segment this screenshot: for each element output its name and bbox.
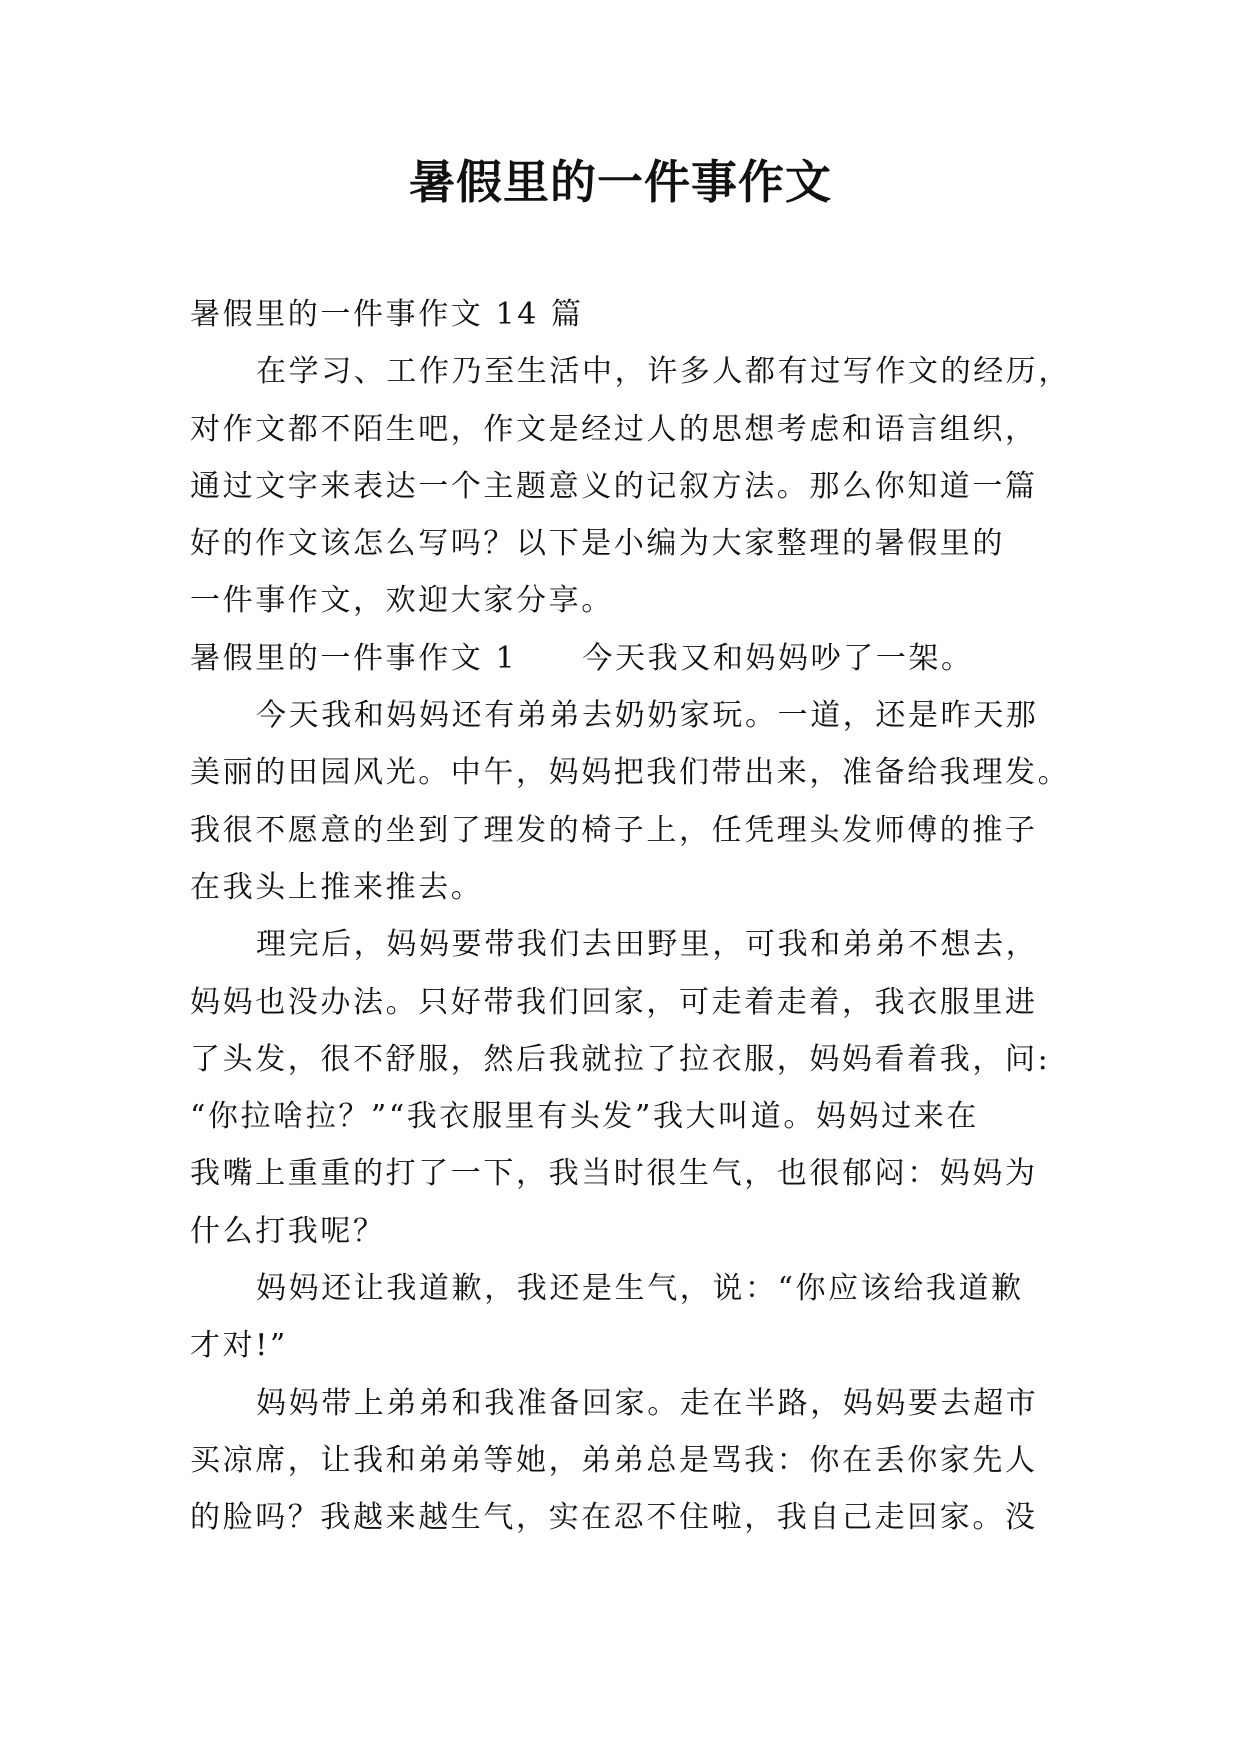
text-line: 理完后，妈妈要带我们去田野里，可我和弟弟不想去， xyxy=(256,927,1039,963)
text-line: 什么打我呢？ xyxy=(190,1213,386,1249)
text-line: 对作文都不陌生吧，作文是经过人的思想考虑和语言组织， xyxy=(190,411,1038,447)
document-title: 暑假里的一件事作文 xyxy=(409,155,832,209)
text-line: 我嘴上重重的打了一下，我当时很生气，也很郁闷：妈妈为 xyxy=(190,1156,1038,1192)
text-line: 美丽的田园风光。中午，妈妈把我们带出来，准备给我理发。 xyxy=(190,755,1071,791)
document-body xyxy=(190,286,1071,1547)
text-line: 在我头上推来推去。 xyxy=(190,869,484,905)
text-line: 妈妈带上弟弟和我准备回家。走在半路，妈妈要去超市 xyxy=(256,1385,1039,1421)
text-line: 买凉席，让我和弟弟等她，弟弟总是骂我：你在丢你家先人 xyxy=(190,1442,1038,1478)
text-line: 了头发，很不舒服，然后我就拉了拉衣服，妈妈看着我，问: xyxy=(190,1041,1051,1077)
text-line: 妈妈还让我道歉，我还是生气，说：“你应该给我道歉 xyxy=(256,1271,1024,1307)
text-line: 在学习、工作乃至生活中，许多人都有过写作文的经历， xyxy=(256,354,1071,390)
section-heading-line: 暑假里的一件事作文 1 今天我又和妈妈吵了一架。 xyxy=(190,640,974,676)
text-line: “你拉啥拉？”“我衣服里有头发”我大叫道。妈妈过来在 xyxy=(190,1099,979,1135)
text-line: 一件事作文，欢迎大家分享。 xyxy=(190,583,614,619)
text-line: 暑假里的一件事作文 14 篇 xyxy=(190,297,584,332)
text-line: 妈妈也没办法。只好带我们回家，可走着走着，我衣服里进 xyxy=(190,984,1038,1020)
text-line: 的脸吗？我越来越生气，实在忍不住啦，我自己走回家。没 xyxy=(190,1500,1038,1536)
text-line: 我很不愿意的坐到了理发的椅子上，任凭理头发师傅的推子 xyxy=(190,812,1038,848)
text-line: 今天我和妈妈还有弟弟去奶奶家玩。一道，还是昨天那 xyxy=(256,698,1039,734)
text-line: 通过文字来表达一个主题意义的记叙方法。那么你知道一篇 xyxy=(190,468,1038,504)
text-line: 才对!” xyxy=(190,1328,288,1364)
text-line: 好的作文该怎么写吗？以下是小编为大家整理的暑假里的 xyxy=(190,526,1005,562)
